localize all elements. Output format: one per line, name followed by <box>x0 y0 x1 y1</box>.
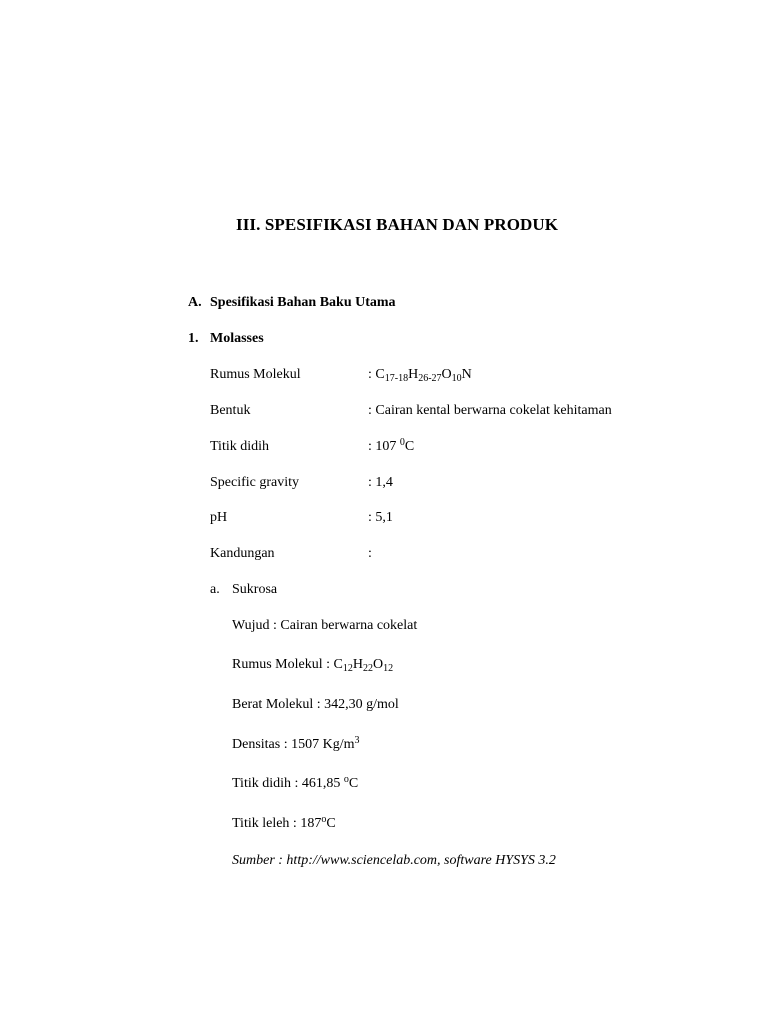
detail-subscript: 12 <box>383 663 394 674</box>
detail-text: Titik didih : 461,85 <box>232 776 344 791</box>
detail-superscript: o <box>343 774 349 785</box>
detail-titik-didih <box>232 775 358 793</box>
property-label-rumus-molekul: Rumus Molekul <box>210 367 301 382</box>
value-text: C <box>404 439 415 454</box>
property-value-kandungan: : <box>368 546 372 561</box>
detail-densitas <box>232 736 360 754</box>
formula-subscript: 17-18 <box>384 373 409 384</box>
detail-text: Titik leleh : 187 <box>232 816 322 831</box>
formula-text: N <box>461 367 472 382</box>
value-superscript: 0 <box>399 437 405 448</box>
property-value-ph: : 5,1 <box>368 510 393 525</box>
item-number: 1. <box>188 331 199 346</box>
property-label-titik-didih: Titik didih <box>210 439 270 454</box>
detail-text: Rumus Molekul : C <box>232 657 343 672</box>
property-value-bentuk: : Cairan kental berwarna cokelat kehitaman <box>368 403 612 418</box>
detail-rumus-molekul <box>232 656 393 674</box>
detail-superscript: 3 <box>354 735 360 746</box>
formula-text: : C <box>368 367 385 382</box>
detail-text: C <box>326 816 336 831</box>
detail-subscript: 12 <box>342 663 353 674</box>
detail-text: Densitas : 1507 Kg/m <box>232 737 355 752</box>
detail-text: C <box>348 776 359 791</box>
detail-titik-leleh <box>232 815 336 833</box>
property-label-kandungan: Kandungan <box>210 546 275 561</box>
section-letter: A. <box>188 295 202 310</box>
formula-text: H <box>408 367 419 382</box>
subitem-name: Sukrosa <box>232 582 278 597</box>
property-value-rumus-molekul <box>368 366 472 384</box>
detail-text: H <box>352 657 363 672</box>
property-label-ph: pH <box>210 510 228 525</box>
detail-wujud: Wujud : Cairan berwarna cokelat <box>232 618 418 633</box>
value-text: : 107 <box>368 439 400 454</box>
formula-subscript: 10 <box>451 373 462 384</box>
chapter-title: III. SPESIFIKASI BAHAN DAN PRODUK <box>236 215 559 234</box>
property-label-bentuk: Bentuk <box>210 403 251 418</box>
item-name: Molasses <box>210 331 264 346</box>
detail-subscript: 22 <box>362 663 373 674</box>
detail-text: O <box>372 657 384 672</box>
formula-subscript: 26-27 <box>418 373 442 384</box>
formula-text: O <box>441 367 452 382</box>
property-label-specific-gravity: Specific gravity <box>210 475 300 490</box>
section-heading: Spesifikasi Bahan Baku Utama <box>210 295 396 310</box>
property-value-specific-gravity: : 1,4 <box>368 475 393 490</box>
detail-superscript: o <box>321 814 327 825</box>
detail-berat-molekul: Berat Molekul : 342,30 g/mol <box>232 697 399 712</box>
source-citation: Sumber : http://www.sciencelab.com, software HYSYS 3.2 <box>232 853 556 868</box>
subitem-letter: a. <box>210 582 220 597</box>
property-value-titik-didih <box>368 438 414 456</box>
